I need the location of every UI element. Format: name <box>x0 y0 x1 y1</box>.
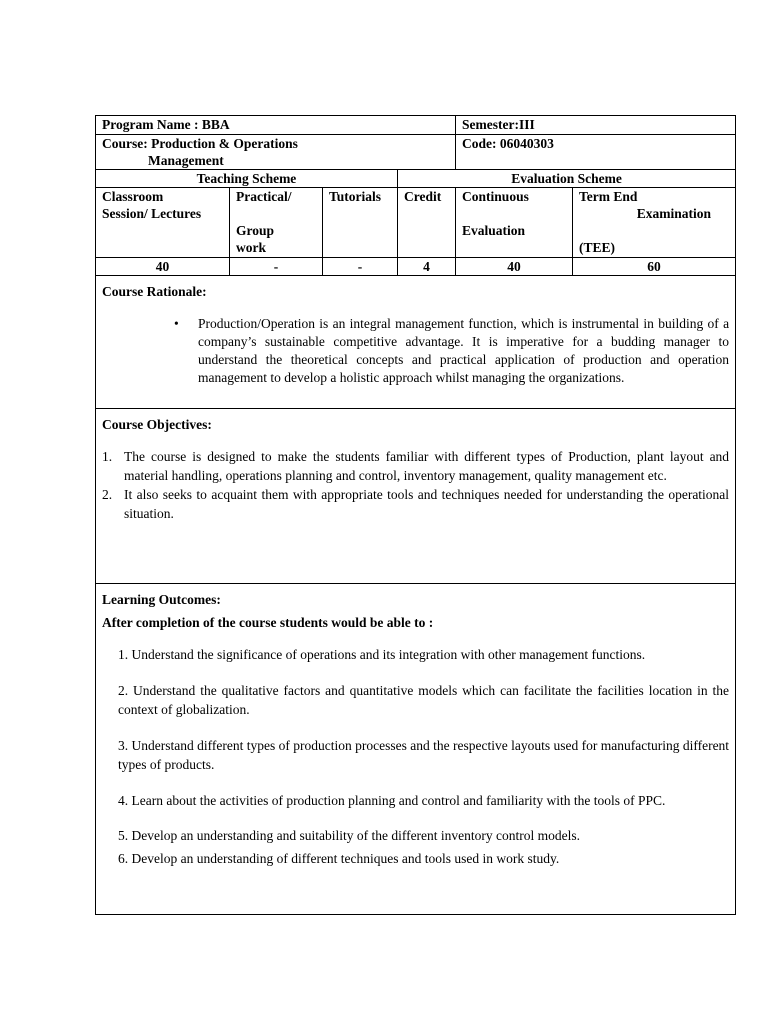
outcomes-intro: After completion of the course students would be able to : <box>102 615 434 630</box>
syllabus-table <box>95 115 736 915</box>
val-practical: - <box>230 258 323 276</box>
col-credit: Credit <box>398 188 456 258</box>
col-classroom-line2: Session/ Lectures <box>102 206 202 221</box>
column-headers-row <box>96 188 736 258</box>
objective-text: The course is designed to make the students familiar with different types of Production, plant layout and material handling, operations planning and control, inventory management, quality management etc. <box>124 449 730 483</box>
course-rationale <box>96 276 736 409</box>
rationale-list <box>102 315 729 387</box>
col-term-end-line1: Term End <box>579 189 638 204</box>
col-term-end-line3: (TEE) <box>579 240 616 255</box>
col-practical-line3: work <box>236 240 266 255</box>
col-classroom <box>96 188 230 258</box>
col-term-end <box>573 188 736 258</box>
bullet-icon: • <box>174 316 179 331</box>
val-term-end: 60 <box>573 258 736 276</box>
semester: Semester:III <box>456 116 736 135</box>
list-item <box>102 447 730 485</box>
list-item: 6. Develop an understanding of different techniques and tools used in work study. <box>118 850 560 866</box>
course-code: Code: 06040303 <box>456 135 736 170</box>
col-tutorials: Tutorials <box>323 188 398 258</box>
course-objectives <box>96 409 736 584</box>
values-row <box>96 258 736 276</box>
col-practical-line2: Group <box>236 223 275 238</box>
col-continuous-line2: Evaluation <box>462 223 526 238</box>
course-name <box>96 135 456 170</box>
list-item: 2. Understand the qualitative factors and quantitative models which can facilitate the facilities location in the context of globalization. <box>118 682 730 717</box>
col-practical-line1: Practical/ <box>236 189 292 204</box>
col-classroom-line1: Classroom <box>102 189 164 204</box>
val-tutorials: - <box>323 258 398 276</box>
scheme-row <box>96 170 736 188</box>
val-credit: 4 <box>398 258 456 276</box>
list-item: 5. Develop an understanding and suitability of the different inventory control models. <box>118 828 581 843</box>
rationale-text: Production/Operation is an integral management function, which is instrumental in building of a company’s sustainable competitive advantage. It is imperative for a budding manager to understand the theoretical concepts and practical application of production and operation management to develop a holistic approach whilst managing the organizations. <box>198 316 730 385</box>
teaching-scheme-heading: Teaching Scheme <box>96 170 398 188</box>
evaluation-scheme-heading: Evaluation Scheme <box>398 170 736 188</box>
val-continuous: 40 <box>456 258 573 276</box>
list-number: 1. <box>102 449 113 464</box>
col-term-end-line2: Examination <box>636 206 712 221</box>
list-number: 2. <box>102 487 113 502</box>
learning-outcomes <box>96 584 736 915</box>
list-item: 1. Understand the significance of operations and its integration with other management functions. <box>118 647 646 662</box>
col-continuous-line1: Continuous <box>462 189 529 204</box>
objectives-title: Course Objectives: <box>102 417 212 432</box>
course-row <box>96 135 736 170</box>
objective-text: It also seeks to acquaint them with appropriate tools and techniques needed for understanding the operational situation. <box>124 487 730 521</box>
program-row <box>96 116 736 135</box>
outcomes-row <box>96 584 736 915</box>
objectives-row <box>96 409 736 584</box>
rationale-row <box>96 276 736 409</box>
val-classroom: 40 <box>96 258 230 276</box>
program-name: Program Name : BBA <box>96 116 456 135</box>
list-item: 4. Learn about the activities of production planning and control and familiarity with the tools of PPC. <box>118 792 666 808</box>
course-name-line1: Course: Production & Operations <box>102 136 298 151</box>
list-item: 3. Understand different types of production processes and the respective layouts used for manufacturing different types of products. <box>118 737 730 772</box>
col-practical <box>230 188 323 258</box>
course-name-line2: Management <box>148 153 224 168</box>
rationale-title: Course Rationale: <box>102 284 207 299</box>
list-item <box>102 485 730 523</box>
outcomes-title: Learning Outcomes: <box>102 592 221 607</box>
col-continuous <box>456 188 573 258</box>
list-item <box>174 315 730 387</box>
objectives-list <box>102 447 729 523</box>
